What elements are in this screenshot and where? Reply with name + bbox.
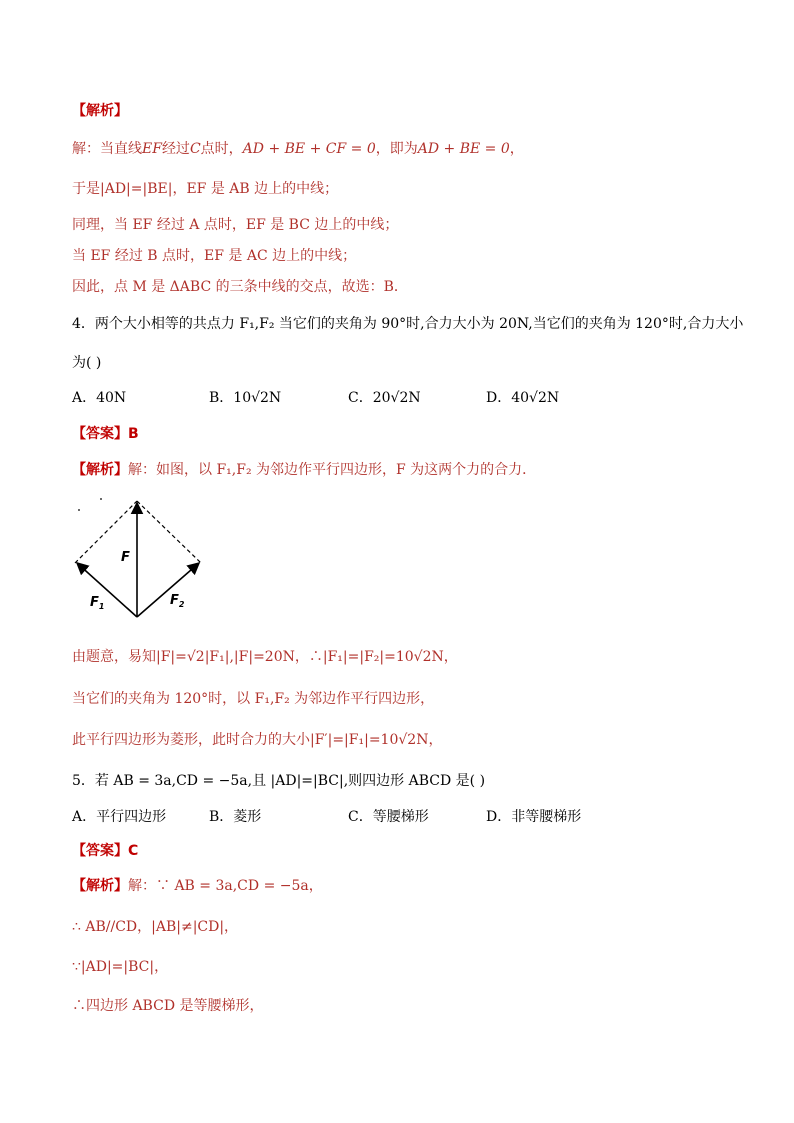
q4-answer: 【答案】B	[72, 426, 139, 442]
q3-l1-eq2: AD + BE = 0	[417, 141, 510, 157]
dashed-side-right	[137, 501, 201, 563]
q3-l1-c: C	[189, 141, 201, 157]
q3-l1-prefix: 解：当直线	[72, 141, 142, 157]
q4-analysis-line-3: 当它们的夹角为 120°时，以 F₁,F₂ 为邻边作平行四边形，	[72, 691, 435, 707]
q4-option-c: C．20√2N	[348, 390, 421, 406]
q3-l1-end: ，	[509, 141, 524, 157]
q3-l1-sep: ，即为	[375, 141, 418, 157]
label-f: F	[121, 550, 130, 565]
q4-analysis-line-2: 由题意，易知|F|=√2|F₁|,|F|=20N，∴|F₁|=|F₂|=10√2N，	[72, 649, 458, 665]
stray-dot-2	[100, 498, 102, 500]
q3-analysis-line-1	[72, 139, 524, 159]
q3-l1-eq1: AD + BE + CF = 0	[242, 141, 376, 157]
force-f2-arrow	[137, 563, 199, 617]
q5-answer: 【答案】C	[72, 843, 139, 859]
q4-analysis-line-4: 此平行四边形为菱形，此时合力的大小|F′|=|F₁|=10√2N，	[72, 732, 443, 748]
q4-stem-line-1: 4．两个大小相等的共点力 F₁,F₂ 当它们的夹角为 90°时,合力大小为 20N,当它们的夹角为 120°时,合力大小	[72, 316, 744, 332]
q3-l1-ef: EF	[142, 141, 162, 157]
q5-option-b: B．菱形	[209, 809, 262, 825]
q4-option-b: B．10√2N	[209, 390, 282, 406]
q5-option-a: A．平行四边形	[72, 809, 167, 825]
q4-analysis-text-1: 解：如图，以 F₁,F₂ 为邻边作平行四边形，F 为这两个力的合力．	[128, 462, 537, 478]
q5-option-d: D．非等腰梯形	[486, 809, 582, 825]
q3-analysis-line-5: 因此，点 M 是 ΔABC 的三条中线的交点，故选：B．	[72, 279, 408, 295]
analysis-tag-q3: 【解析】	[72, 103, 128, 119]
q5-option-c: C．等腰梯形	[348, 809, 429, 825]
q5-stem: 5．若 AB = 3a,CD = −5a,且 |AD|=|BC|,则四边形 ABCD 是( )	[72, 773, 486, 789]
stray-dot-1	[78, 509, 80, 511]
q4-analysis-tag: 【解析】	[72, 462, 128, 478]
q4-stem-line-2: 为( )	[72, 355, 102, 371]
q5-analysis-line-4: ∴四边形 ABCD 是等腰梯形，	[72, 998, 264, 1014]
label-f2: $F_2$	[170, 593, 185, 609]
q5-analysis-line-2: ∴ AB//CD，|AB|≠|CD|，	[72, 919, 239, 935]
q4-option-d: D．40√2N	[486, 390, 560, 406]
q3-analysis-line-3: 同理，当 EF 经过 A 点时，EF 是 BC 边上的中线；	[72, 217, 399, 233]
q4-analysis-line-1	[72, 460, 536, 480]
force-f1-arrow	[77, 563, 137, 617]
q3-l1-suffix: 点时，	[200, 141, 243, 157]
q3-analysis-line-2: 于是|AD|=|BE|，EF 是 AB 边上的中线；	[72, 181, 339, 197]
q5-analysis-tag: 【解析】	[72, 878, 128, 894]
q4-option-a: A．40N	[72, 390, 127, 406]
q3-analysis-line-4: 当 EF 经过 B 点时，EF 是 AC 边上的中线；	[72, 248, 357, 264]
force-diagram	[70, 494, 220, 620]
q5-analysis-line-3: ∵|AD|=|BC|，	[72, 959, 169, 975]
q5-analysis-text-1: 解：∵ AB = 3a,CD = −5a，	[128, 878, 323, 894]
label-f1: $F_1$	[90, 595, 105, 611]
q5-analysis-line-1	[72, 876, 323, 896]
q3-l1-mid: 经过	[161, 141, 190, 157]
